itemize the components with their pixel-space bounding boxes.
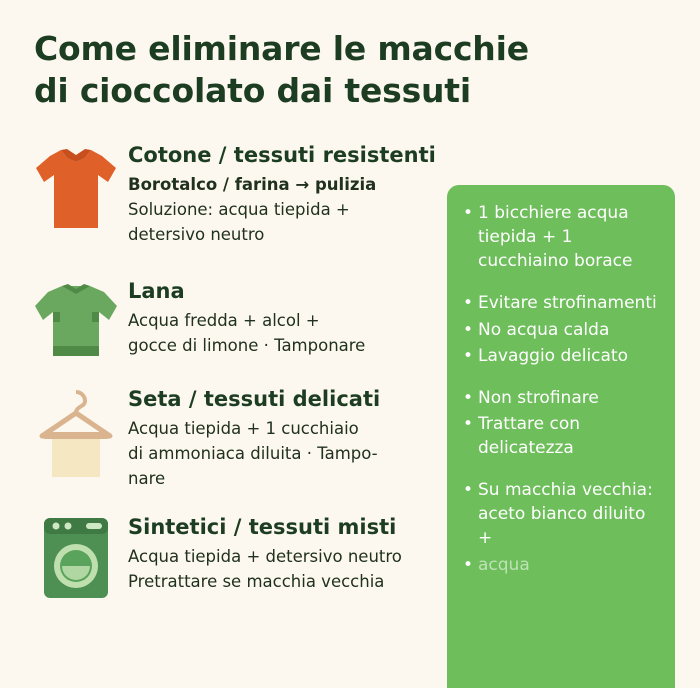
section-lana-heading: Lana <box>128 279 185 303</box>
section-sintetici-heading: Sintetici / tessuti misti <box>128 515 397 539</box>
tip-item: • 1 bicchiere acqua tiepida + 1 cucchiaino borace <box>463 201 661 273</box>
section-cotone <box>28 142 448 270</box>
page-title <box>34 28 654 111</box>
section-lana-body <box>128 270 448 359</box>
section-sintetici <box>28 504 448 614</box>
sweater-icon <box>28 274 124 382</box>
tips-group-3 <box>463 386 661 460</box>
sections-list <box>28 142 448 614</box>
tshirt-icon <box>28 142 124 250</box>
tips-panel-inner <box>447 185 675 577</box>
section-seta-heading: Seta / tessuti delicati <box>128 387 381 411</box>
section-cotone-line-3: detersivo neutro <box>128 224 265 244</box>
page-title-line-2: di cioccolato dai tessuti <box>34 70 471 110</box>
section-seta-line-3: nare <box>128 468 166 488</box>
section-sintetici-line-2: Pretrattare se macchia vecchia <box>128 572 385 591</box>
section-lana <box>28 270 448 382</box>
tips-group-4 <box>463 478 661 577</box>
section-seta <box>28 382 448 504</box>
tip-item: • Su macchia vecchia: aceto bianco diluito + <box>463 478 661 550</box>
section-sintetici-line-1: Acqua tiepida + detersivo neutro <box>128 547 402 567</box>
tip-item: • Evitare strofinamenti <box>463 291 661 315</box>
section-seta-line-1: Acqua tiepida + 1 cucchiaio <box>128 419 359 439</box>
section-cotone-line-2: Soluzione: acqua tiepida + <box>128 200 350 219</box>
section-lana-line-2: gocce di limone · Tamponare <box>128 336 366 355</box>
section-lana-line-1: Acqua fredda + alcol + <box>128 311 320 331</box>
washing-machine-icon <box>28 510 124 618</box>
tip-item: • Lavaggio delicato <box>463 344 661 368</box>
section-seta-body <box>128 382 448 492</box>
tips-group-2 <box>463 291 661 367</box>
tip-item-faded: • acqua <box>463 553 661 577</box>
section-cotone-line-1: Borotalco / farina → pulizia <box>128 175 377 195</box>
page-title-line-1: Come eliminare le macchie <box>34 29 529 68</box>
tips-group-1 <box>463 201 661 273</box>
section-cotone-heading: Cotone / tessuti resistenti <box>128 143 436 167</box>
section-cotone-body <box>128 142 448 248</box>
hanger-icon <box>28 384 124 492</box>
tip-item: • Trattare con delicatezza <box>463 412 661 460</box>
section-sintetici-body <box>128 504 448 595</box>
tip-item: • Non strofinare <box>463 386 661 410</box>
tips-panel <box>447 185 675 688</box>
section-seta-line-2: di ammoniaca diluita · Tampo- <box>128 444 378 463</box>
tip-item: • No acqua calda <box>463 318 661 342</box>
